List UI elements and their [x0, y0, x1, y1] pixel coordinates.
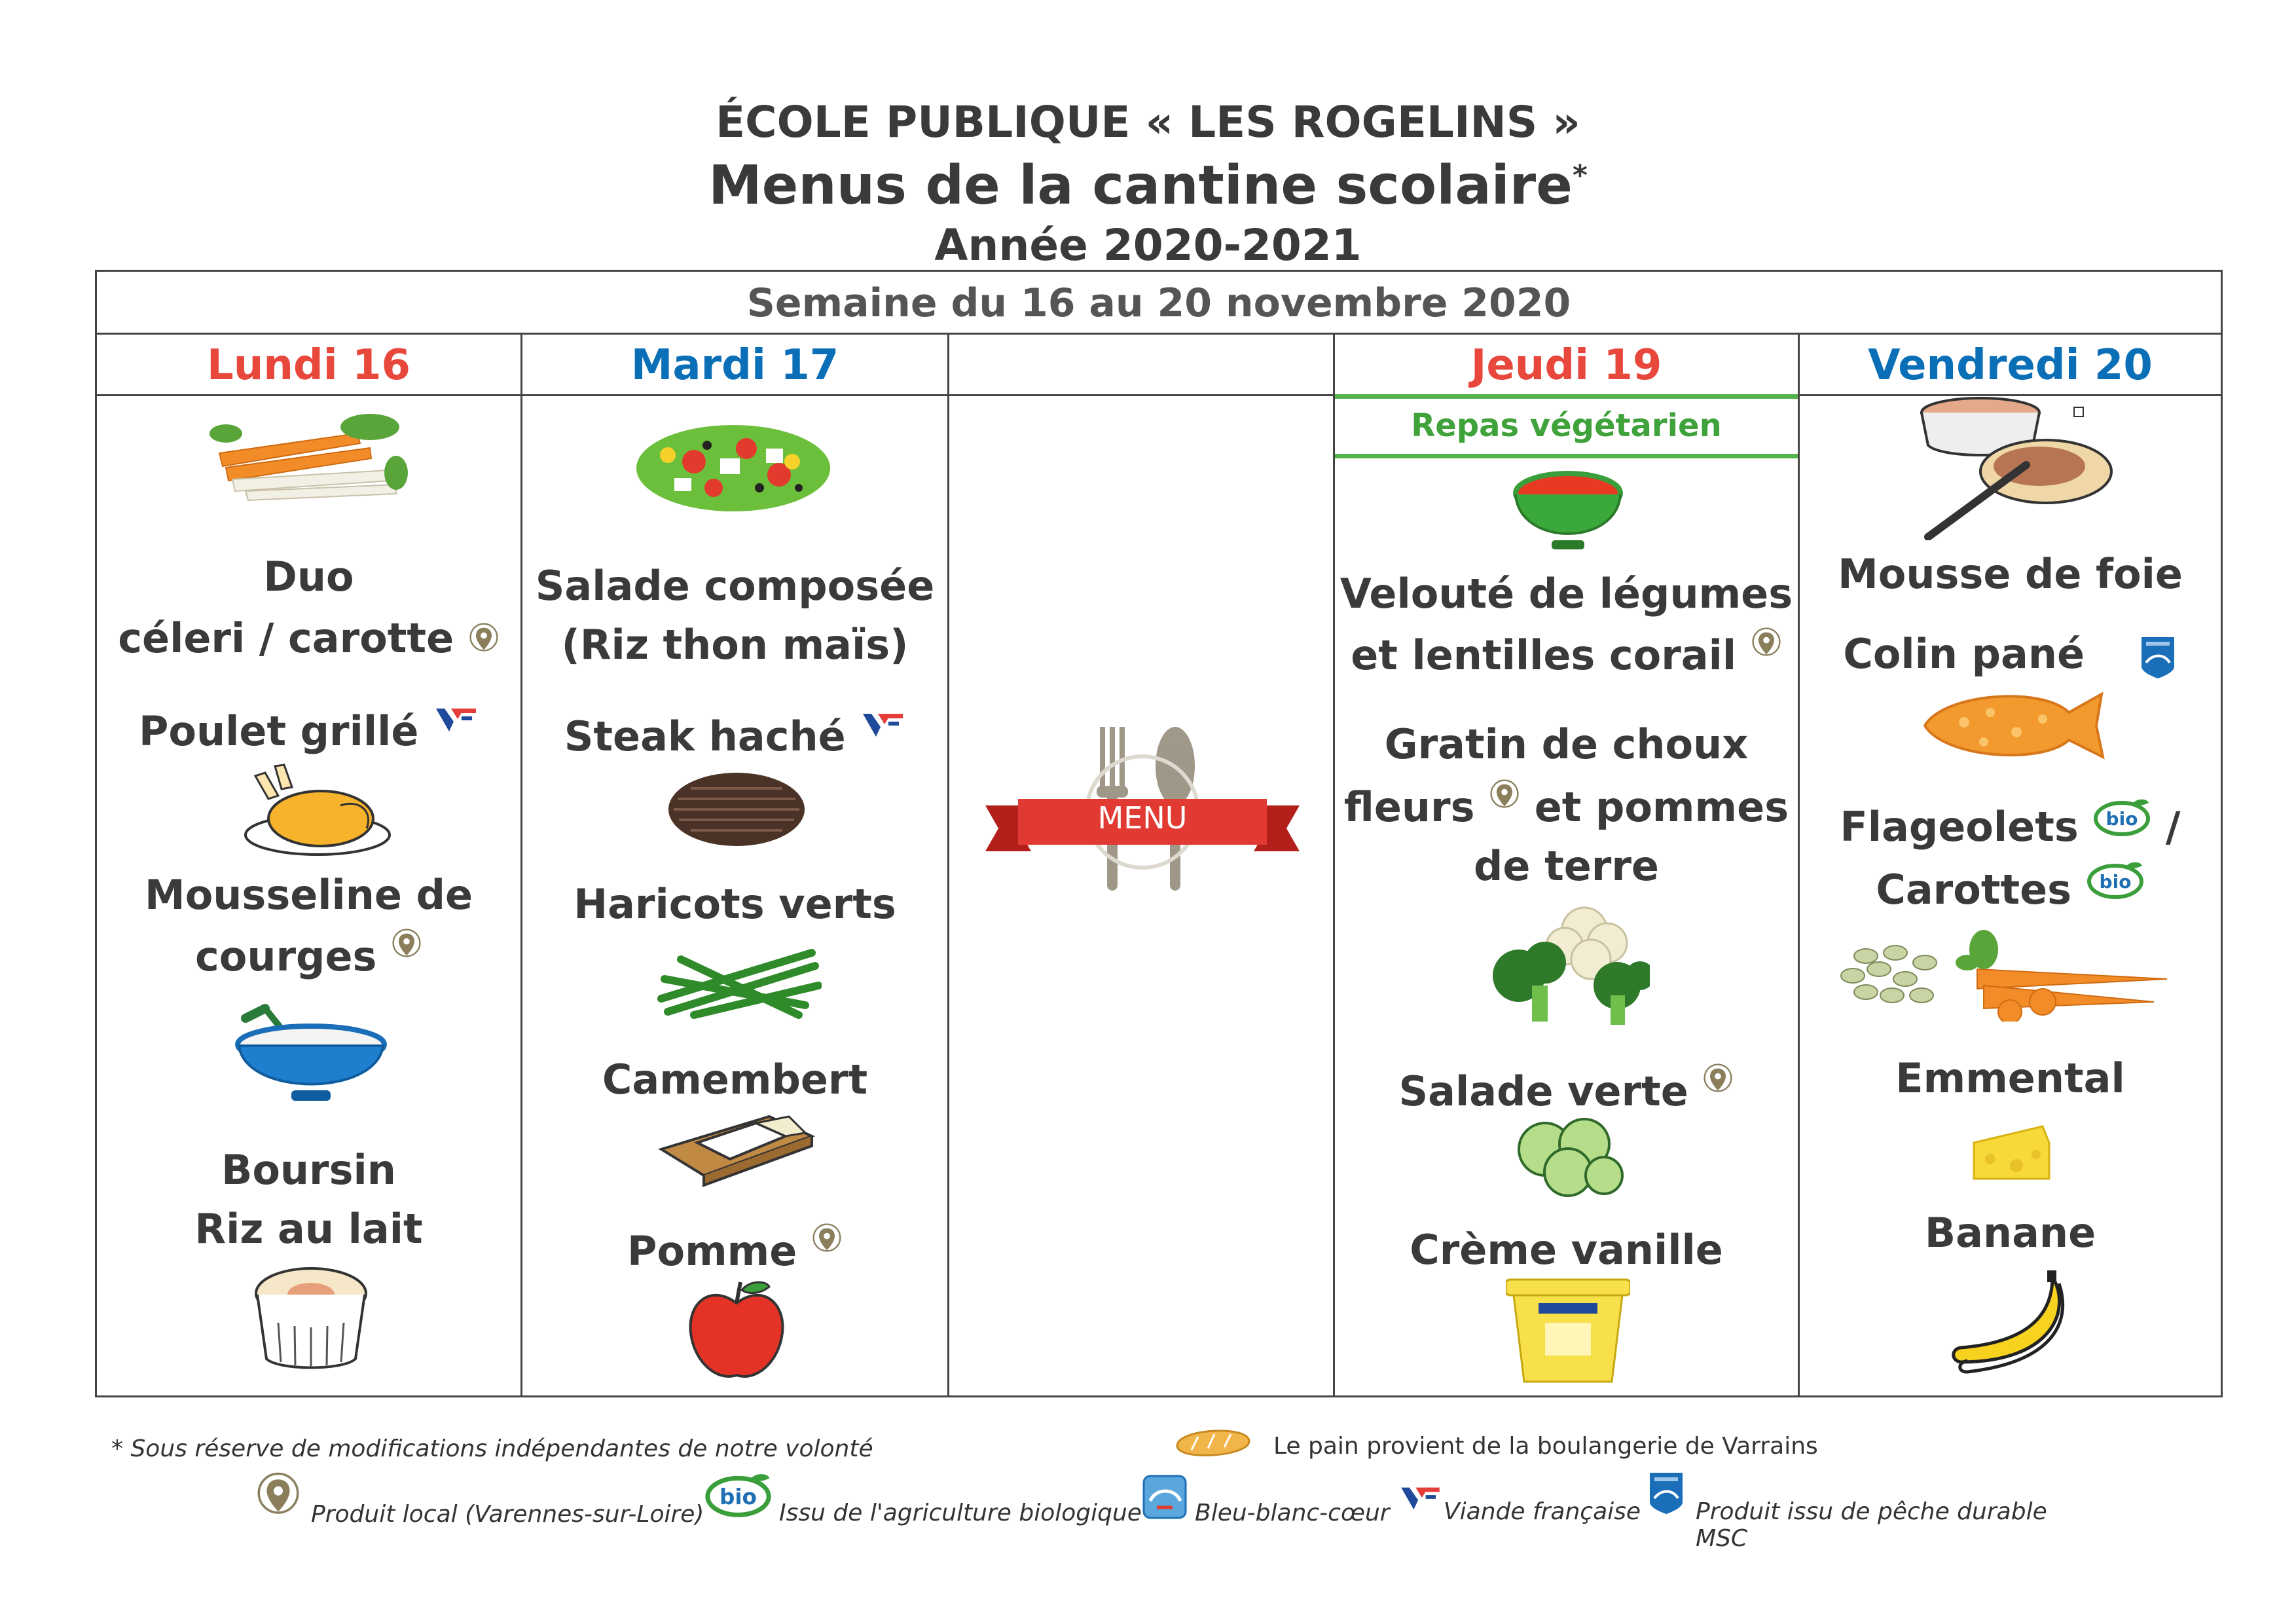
- steak-image: [665, 766, 809, 851]
- vegetarian-bottom-line: [1335, 454, 1798, 458]
- liver-mousse-image: [1915, 393, 2124, 540]
- day-header-thursday: Jeudi 19: [1470, 341, 1662, 390]
- dish-tuesday-main: [522, 707, 947, 766]
- legend-msc-icon: [1647, 1468, 1686, 1517]
- school-name: ÉCOLE PUBLIQUE « LES ROGELINS »: [716, 97, 1580, 147]
- column-divider: [947, 335, 949, 1395]
- apple-image: [684, 1277, 789, 1385]
- legend-local-product: Produit local (Varennes-sur-Loire): [311, 1501, 704, 1528]
- dish-friday-side-line1a: Flageolets: [1840, 803, 2079, 851]
- local-product-icon: [1751, 626, 1782, 665]
- dish-tuesday-side: Haricots verts: [574, 880, 896, 928]
- roast-chicken-image: [242, 760, 393, 858]
- dish-monday-main: [97, 702, 520, 761]
- french-meat-icon: [433, 702, 479, 735]
- day-header-monday: Lundi 16: [207, 341, 410, 390]
- local-product-icon: [468, 621, 500, 661]
- breaded-fish-image: [1918, 686, 2105, 765]
- local-product-icon: [1489, 778, 1520, 817]
- dish-tuesday-starter-line2: (Riz thon maïs): [561, 621, 909, 669]
- week-title: Semaine du 16 au 20 novembre 2020: [97, 272, 2221, 335]
- page-title: [0, 155, 2296, 217]
- local-product-icon: [1702, 1062, 1734, 1101]
- local-product-icon: [811, 1222, 843, 1261]
- dish-friday-main: [1800, 625, 2221, 684]
- soup-bowl-image: [1512, 468, 1624, 560]
- dish-monday-starter: [97, 609, 520, 668]
- legend-french-meat: Viande française: [1444, 1498, 1641, 1525]
- dish-thursday-main-line2b: et pommes: [1534, 783, 1789, 831]
- dish-thursday-main-line2: [1335, 778, 1798, 837]
- dish-friday-side-line2-label: Carottes: [1876, 866, 2072, 913]
- french-meat-icon: [860, 707, 905, 740]
- flageolets-carrots-image: [1827, 923, 2174, 1022]
- dish-tuesday-main-label: Steak haché: [564, 712, 846, 760]
- dish-thursday-starter-line2: et lentilles corail: [1351, 631, 1737, 679]
- dish-thursday-main-line2a: fleurs: [1343, 783, 1475, 831]
- dish-thursday-main-line3: de terre: [1474, 842, 1659, 890]
- dish-monday-main-label: Poulet grillé: [138, 707, 419, 755]
- dish-tuesday-dessert-label: Pomme: [627, 1227, 797, 1275]
- dish-friday-main-label: Colin pané: [1843, 630, 2085, 678]
- dish-tuesday-starter-line1: Salade composée: [535, 562, 935, 610]
- vanilla-cream-pot-image: [1506, 1277, 1630, 1388]
- legend-organic-icon: [704, 1472, 773, 1518]
- carrots-celery-image: [206, 407, 416, 506]
- legend-msc: Produit issu de pêche durable MSC: [1696, 1498, 2047, 1552]
- day-header-friday: Vendredi 20: [1868, 341, 2153, 390]
- dish-friday-side-slash: /: [2165, 803, 2181, 851]
- dish-friday-side-line1: [1800, 798, 2221, 857]
- menu-badge-label: MENU: [1097, 800, 1188, 836]
- banana-image: [1948, 1270, 2075, 1375]
- dish-tuesday-dessert: [522, 1222, 947, 1281]
- mixed-salad-image: [635, 416, 831, 514]
- dish-monday-cheese: Boursin: [221, 1146, 396, 1194]
- dish-monday-side-line2: courges: [195, 932, 377, 980]
- dish-thursday-starter: [1335, 626, 1798, 685]
- school-year: Année 2020-2021: [934, 220, 1362, 270]
- dish-thursday-salad-label: Salade verte: [1398, 1067, 1688, 1115]
- camembert-board-image: [658, 1103, 815, 1189]
- day-header-tuesday: Mardi 17: [630, 341, 839, 390]
- lettuce-image: [1512, 1116, 1624, 1198]
- legend-bleu-blanc-coeur-icon: [1142, 1475, 1187, 1519]
- dish-monday-dessert: Riz au lait: [194, 1205, 423, 1253]
- dish-monday-starter-line1: Duo: [263, 553, 354, 600]
- dish-friday-cheese: Emmental: [1895, 1054, 2125, 1102]
- dish-thursday-salad: [1335, 1062, 1798, 1121]
- cauliflower-broccoli-image: [1486, 897, 1650, 1028]
- legend-bleu-blanc-coeur: Bleu-blanc-cœur: [1195, 1500, 1390, 1526]
- vegetarian-tag: Repas végétarien: [1411, 407, 1722, 444]
- dish-monday-side: [97, 927, 520, 986]
- msc-sustainable-fishing-icon: [2138, 634, 2178, 680]
- legend-organic: Issu de l'agriculture biologique: [779, 1500, 1142, 1526]
- disclaimer-note: * Sous réserve de modifications indépendantes de notre volonté: [111, 1435, 873, 1462]
- organic-bio-icon: [2086, 860, 2145, 900]
- dish-thursday-dessert: Crème vanille: [1410, 1226, 1723, 1274]
- dish-thursday-main-line1: Gratin de choux: [1384, 720, 1749, 768]
- mashed-squash-bowl-image: [232, 986, 390, 1110]
- title-asterisk: *: [1572, 158, 1588, 193]
- dish-friday-dessert: Banane: [1924, 1209, 2096, 1257]
- dish-friday-side-line2: [1800, 860, 2221, 919]
- legend-local-product-icon: [255, 1470, 301, 1528]
- dish-friday-starter: Mousse de foie: [1838, 550, 2183, 598]
- vegetarian-top-line: [1335, 394, 1798, 399]
- organic-bio-icon: [2092, 798, 2151, 837]
- dish-monday-side-line1: Mousseline de: [145, 871, 473, 919]
- legend-french-meat-icon: [1398, 1481, 1442, 1513]
- rice-pudding-image: [252, 1261, 370, 1375]
- green-beans-image: [655, 933, 822, 1022]
- bread-icon: [1172, 1422, 1254, 1463]
- dish-tuesday-cheese: Camembert: [602, 1056, 868, 1103]
- dish-thursday-starter-line1: Velouté de légumes: [1339, 570, 1793, 618]
- bread-origin-note: Le pain provient de la boulangerie de Varrains: [1273, 1433, 1818, 1460]
- local-product-icon: [391, 927, 422, 967]
- dish-monday-starter-line2: céleri / carotte: [118, 614, 454, 662]
- title-text: Menus de la cantine scolaire: [708, 155, 1573, 217]
- emmental-cheese-image: [1971, 1123, 2052, 1183]
- header-row-divider: [97, 394, 2221, 396]
